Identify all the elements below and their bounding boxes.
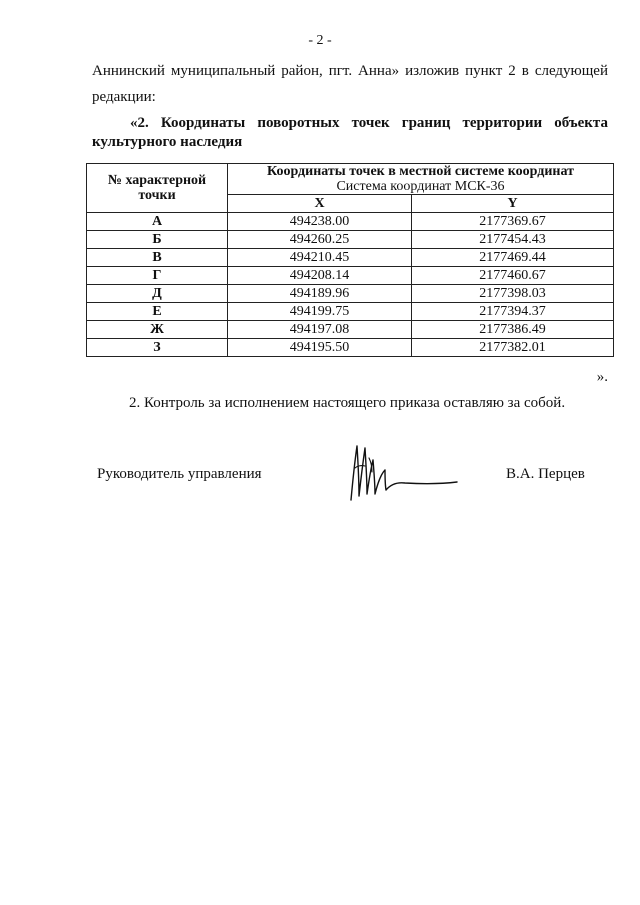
table-row bbox=[87, 339, 614, 357]
signatory-name: В.А. Перцев bbox=[506, 466, 585, 482]
closing-quote: ». bbox=[596, 369, 608, 385]
cell-y: 2177469.44 bbox=[412, 249, 614, 267]
cell-y: 2177454.43 bbox=[412, 231, 614, 249]
signatory-title: Руководитель управления bbox=[97, 466, 262, 482]
header-coordinate-system: Система координат МСК-36 bbox=[336, 179, 505, 194]
cell-x: 494238.00 bbox=[228, 213, 412, 231]
cell-x: 494197.08 bbox=[228, 321, 412, 339]
section-heading bbox=[92, 114, 608, 152]
page-number: - 2 - bbox=[308, 33, 332, 48]
cell-y: 2177394.37 bbox=[412, 303, 614, 321]
table-row bbox=[87, 213, 614, 231]
heading-line-2: культурного наследия bbox=[92, 134, 243, 150]
cell-point: Г bbox=[87, 267, 228, 285]
table-row bbox=[87, 303, 614, 321]
intro-line-1: Аннинский муниципальный район, пгт. Анна» изложив пункт 2 в следующей bbox=[92, 63, 608, 79]
table-row bbox=[87, 285, 614, 303]
intro-line-2: редакции: bbox=[92, 89, 156, 105]
cell-y: 2177398.03 bbox=[412, 285, 614, 303]
cell-y: 2177382.01 bbox=[412, 339, 614, 357]
cell-point: Ж bbox=[87, 321, 228, 339]
table-header-row bbox=[87, 164, 614, 195]
handwritten-signature bbox=[345, 438, 465, 508]
cell-x: 494210.45 bbox=[228, 249, 412, 267]
intro-paragraph bbox=[92, 58, 608, 110]
header-coordinates-title: Координаты точек в местной системе координат bbox=[267, 164, 574, 179]
cell-x: 494199.75 bbox=[228, 303, 412, 321]
cell-y: 2177386.49 bbox=[412, 321, 614, 339]
cell-point: В bbox=[87, 249, 228, 267]
table-row bbox=[87, 267, 614, 285]
table-row bbox=[87, 321, 614, 339]
cell-point: З bbox=[87, 339, 228, 357]
heading-line-1: «2. Координаты поворотных точек границ территории объекта bbox=[130, 115, 608, 131]
cell-point: А bbox=[87, 213, 228, 231]
cell-point: Б bbox=[87, 231, 228, 249]
cell-x: 494208.14 bbox=[228, 267, 412, 285]
table-row bbox=[87, 249, 614, 267]
cell-y: 2177460.67 bbox=[412, 267, 614, 285]
cell-point: Е bbox=[87, 303, 228, 321]
cell-x: 494195.50 bbox=[228, 339, 412, 357]
header-point: № характерной точки bbox=[87, 164, 228, 213]
header-y: Y bbox=[412, 195, 614, 213]
cell-x: 494189.96 bbox=[228, 285, 412, 303]
cell-y: 2177369.67 bbox=[412, 213, 614, 231]
header-x: X bbox=[228, 195, 412, 213]
cell-x: 494260.25 bbox=[228, 231, 412, 249]
cell-point: Д bbox=[87, 285, 228, 303]
header-coordinates bbox=[228, 164, 614, 195]
control-paragraph: 2. Контроль за исполнением настоящего приказа оставляю за собой. bbox=[129, 395, 566, 411]
coordinates-table bbox=[86, 163, 614, 357]
table-row bbox=[87, 231, 614, 249]
